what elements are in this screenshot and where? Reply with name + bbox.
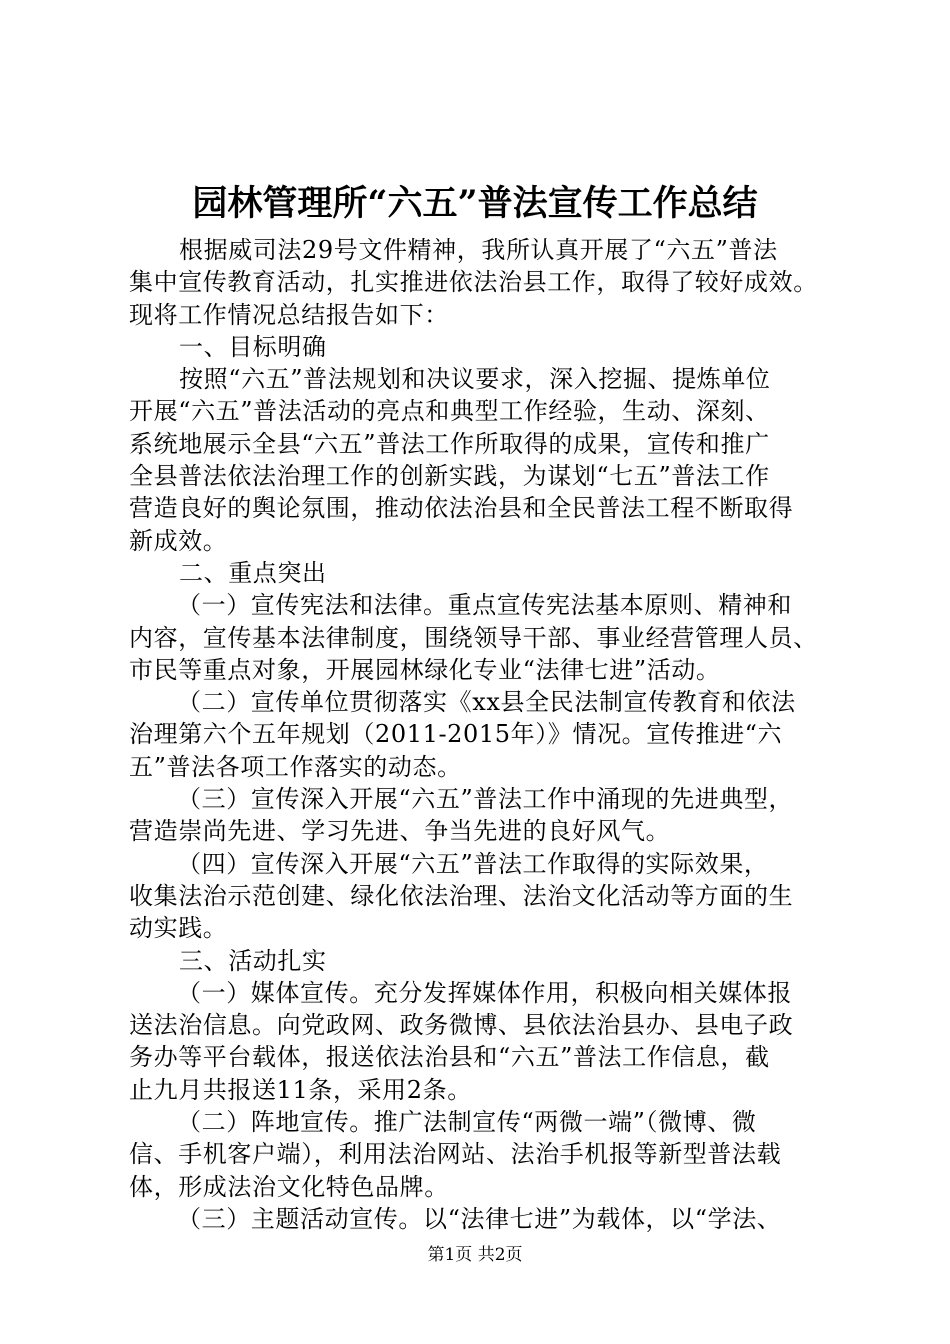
paragraph-line: 止九月共报送11条，采用2条。 [129, 1075, 472, 1104]
paragraph-line: 营造良好的舆论氛围，推动依法治县和全民普法工程不断取得 [129, 494, 794, 523]
paragraph-line: 市民等重点对象，开展园林绿化专业“法律七进”活动。 [129, 655, 721, 684]
paragraph-line: 按照“六五”普法规划和决议要求，深入挖掘、提炼单位 [179, 365, 771, 394]
paragraph-line: 信、手机客户端），利用法治网站、法治手机报等新型普法载 [129, 1140, 782, 1169]
section-heading: 一、目标明确 [179, 332, 327, 361]
paragraph-line: 五”普法各项工作落实的动态。 [129, 752, 462, 781]
paragraph-line: （一）宣传宪法和法律。重点宣传宪法基本原则、精神和 [177, 591, 792, 620]
paragraph-line: （一）媒体宣传。充分发挥媒体作用，积极向相关媒体报 [177, 978, 792, 1007]
paragraph-line: 动实践。 [129, 914, 228, 943]
paragraph-line: （二）阵地宣传。推广法制宣传“两微一端”（微博、微 [177, 1108, 757, 1137]
document-body [129, 234, 849, 1235]
paragraph-line: 新成效。 [129, 526, 228, 555]
section-heading: 二、重点突出 [179, 558, 327, 587]
paragraph-line: 系统地展示全县“六五”普法工作所取得的成果，宣传和推广 [129, 429, 770, 458]
paragraph-line: 体，形成法治文化特色品牌。 [129, 1172, 449, 1201]
paragraph-line: 集中宣传教育活动，扎实推进依法治县工作，取得了较好成效。 [129, 268, 818, 297]
paragraph-line: 收集法治示范创建、绿化依法治理、法治文化活动等方面的生 [129, 881, 794, 910]
document-title: 园林管理所“六五”普法宣传工作总结 [192, 183, 758, 224]
section-heading: 三、活动扎实 [179, 946, 327, 975]
paragraph-line: 送法治信息。向党政网、政务微博、县依法治县办、县电子政 [129, 1011, 794, 1040]
paragraph-line: 内容，宣传基本法律制度，围绕领导干部、事业经营管理人员、 [129, 623, 818, 652]
paragraph-line: 治理第六个五年规划（2011-2015年）》情况。宣传推进“六 [129, 720, 783, 749]
paragraph-line: （三）主题活动宣传。以“法律七进”为载体，以“学法、 [177, 1204, 782, 1233]
paragraph-line: 全县普法依法治理工作的创新实践，为谋划“七五”普法工作 [129, 462, 770, 491]
page-footer: 第1页 共2页 [427, 1245, 523, 1265]
paragraph-line: （四）宣传深入开展“六五”普法工作取得的实际效果， [177, 849, 769, 878]
paragraph-line: （三）宣传深入开展“六五”普法工作中涌现的先进典型， [177, 785, 794, 814]
paragraph-line: 现将工作情况总结报告如下： [129, 300, 449, 329]
paragraph-line: （二）宣传单位贯彻落实《xx县全民法制宣传教育和依法 [177, 688, 796, 717]
paragraph-line: 根据威司法29号文件精神，我所认真开展了“六五”普法 [179, 236, 778, 264]
paragraph-line: 务办等平台载体，报送依法治县和“六五”普法工作信息，截 [129, 1043, 770, 1072]
paragraph-line: 开展“六五”普法活动的亮点和典型工作经验，生动、深刻、 [129, 397, 770, 426]
paragraph-line: 营造崇尚先进、学习先进、争当先进的良好风气。 [129, 817, 671, 846]
